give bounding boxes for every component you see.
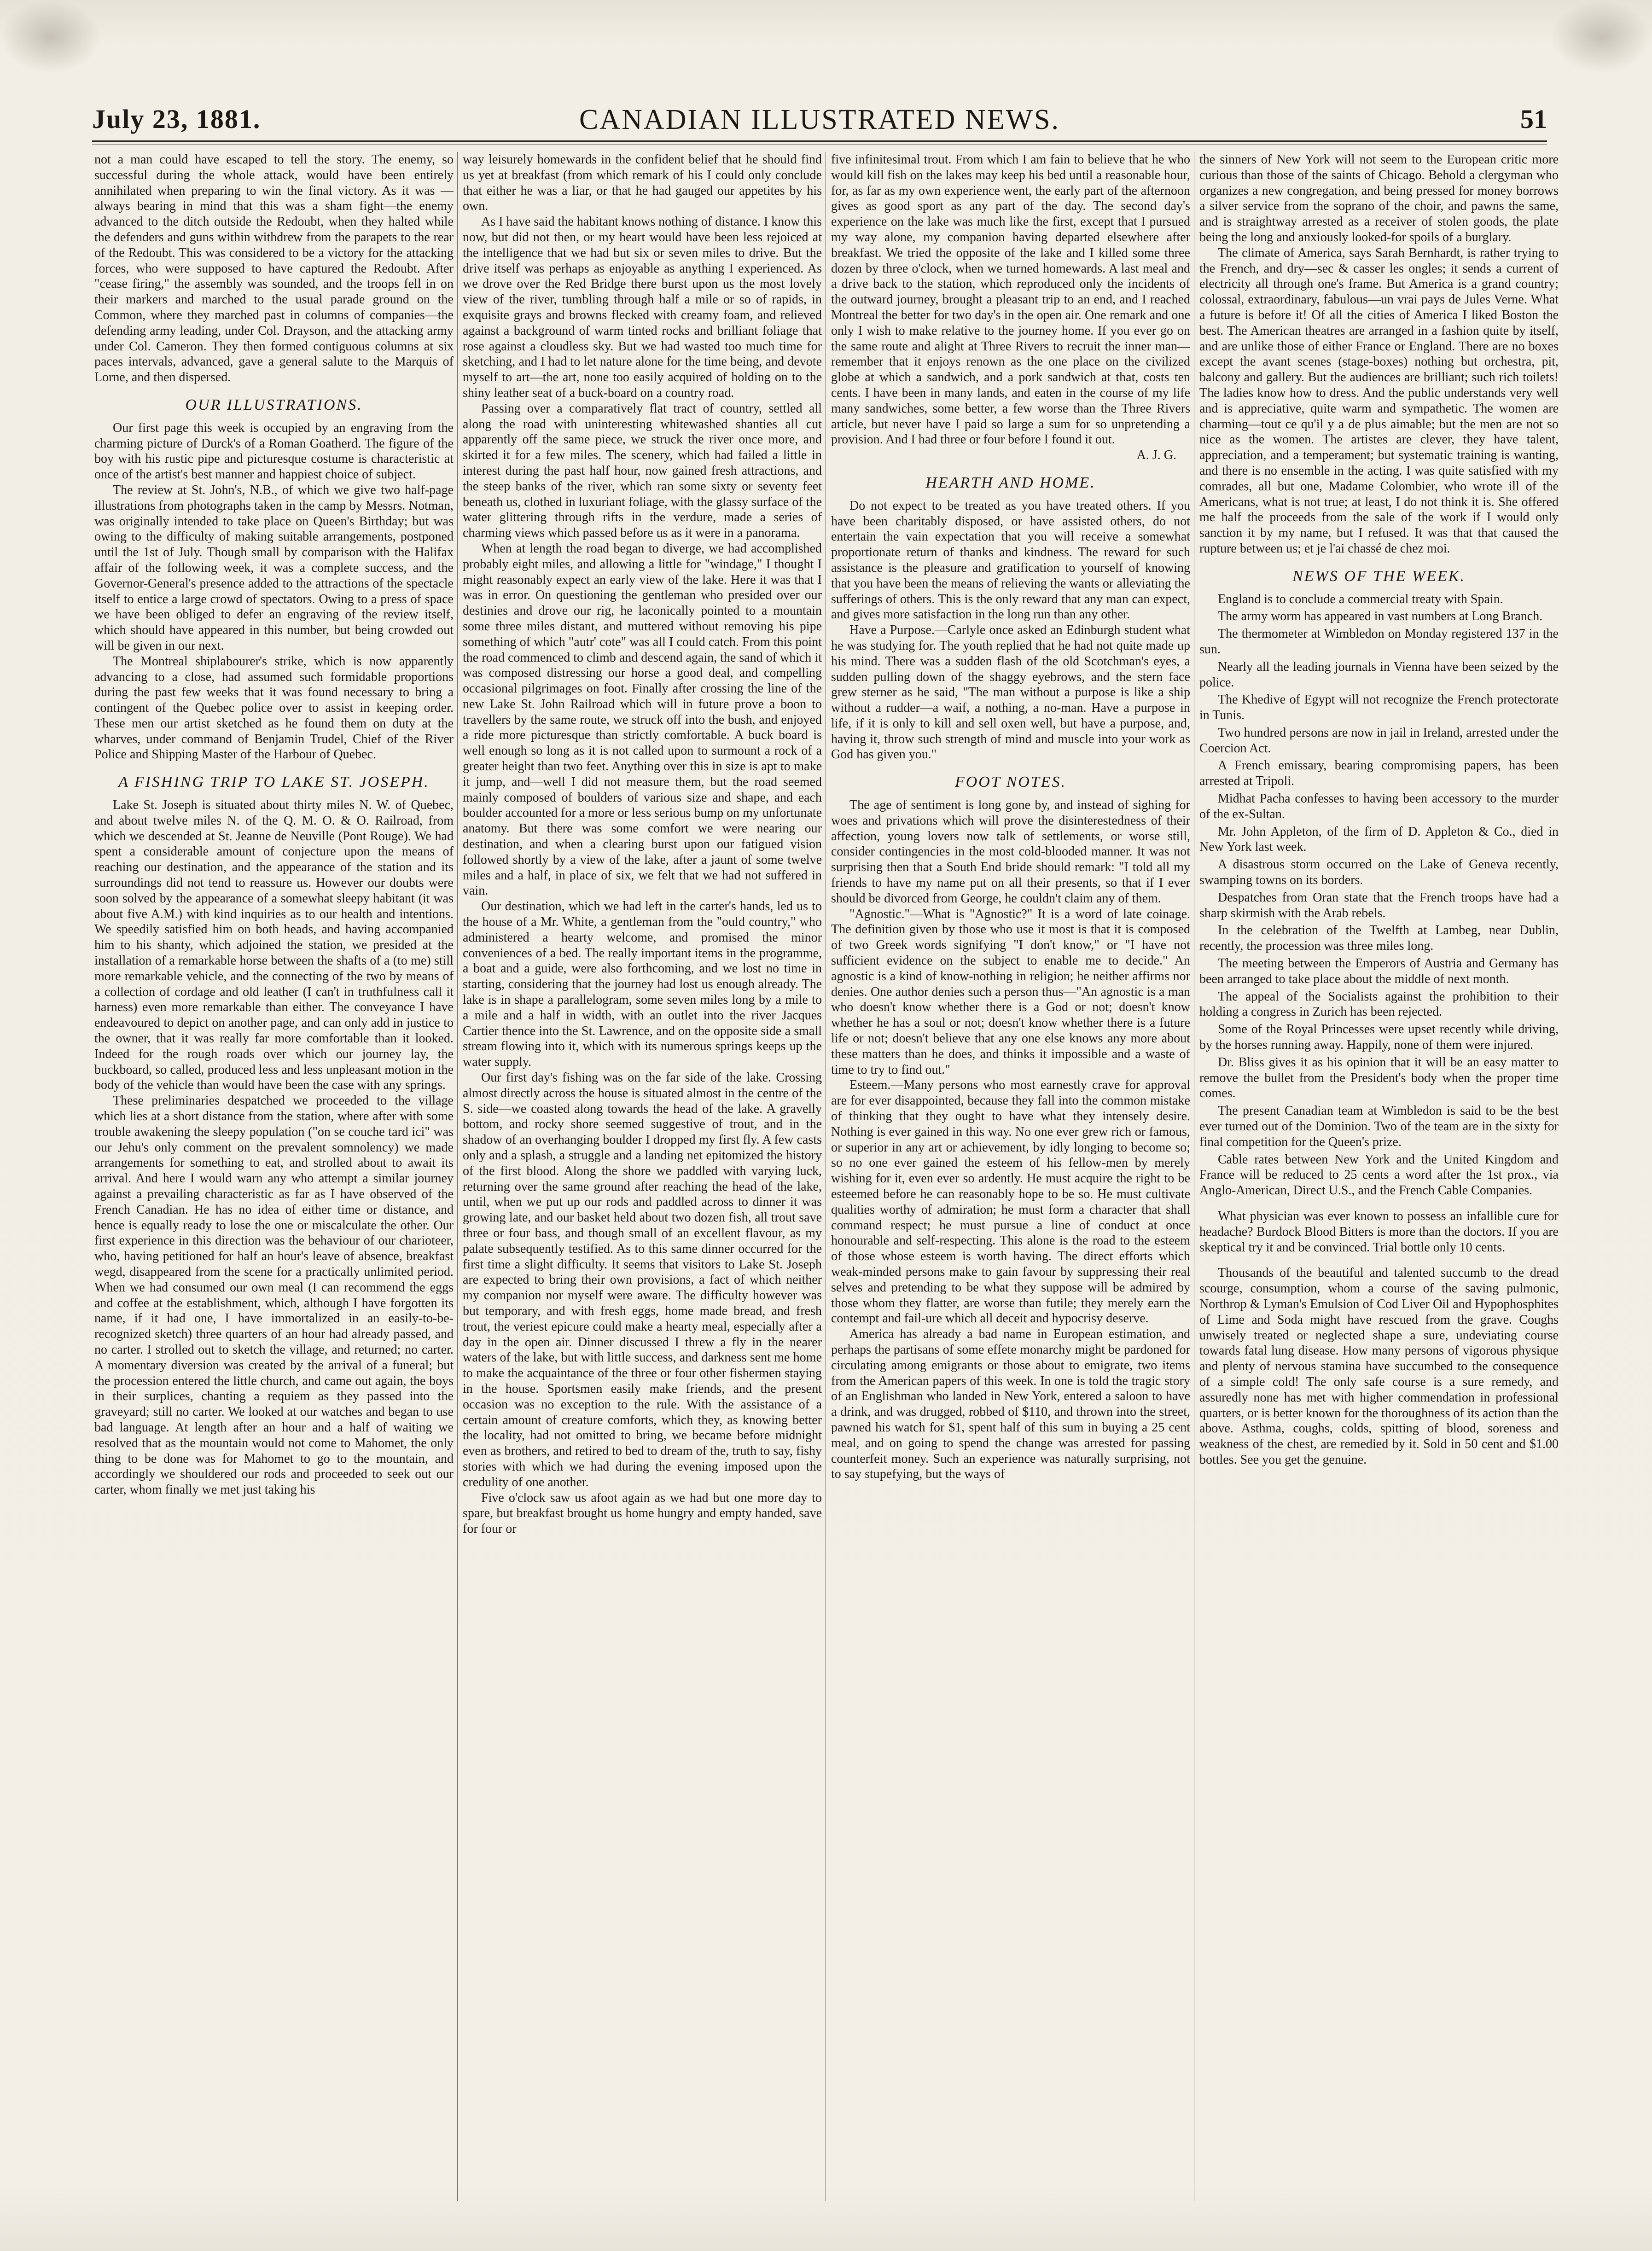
article-paragraph: Five o'clock saw us afoot again as we had but one more day to spare, but breakfast brought us home hungry and empty handed, save for four or xyxy=(463,1490,822,1536)
article-paragraph: As I have said the habitant knows nothing of distance. I know this now, but did not then, or my heart would have been less rejoiced at the intelligence that we had but six or seven miles to drive. But the drive itself was perhaps as enjoyable as anything I experienced. As we drove over the Red Bridge there burst upon us the most lovely view of the river, tumbling through half a mile or so of rapids, in exquisite grays and browns flecked with creamy foam, and relieved against a background of warm tinted rocks and brilliant foliage that rose against a cloudless sky. But we had wasted too much time for sketching, and I had to let nature alone for the time being, and devote myself to art—the art, none too easily acquired of holding on to the shiny leather seat of a buck-board on a country road. xyxy=(463,215,822,400)
article-paragraph: way leisurely homewards in the confident belief that he should find us yet at breakfast (from which remark of his I could only conclude that either he was a liar, or that he had gauged our appetites by his own. xyxy=(463,152,822,214)
article-paragraph: not a man could have escaped to tell the story. The enemy, so successful during the whole attack, would have been entirely annihilated when preparing to win the final victory. As it was —always bearing in mind that this was a sham fight—the enemy advanced to the ditch outside the Redoubt, when they halted while the defenders and guns within withdrew from the parapets to the rear of the Redoubt. This was considered to be a victory for the attacking forces, who were supposed to have captured the Redoubt. After "cease firing," the assembly was sounded, and the troops fell in on their markers and marched to the usual parade ground on the Common, where they marched past in columns of companies—the defending army leading, under Col. Drayson, and the attacking army under Col. Cameron. They then formed contiguous columns at six paces intervals, advanced, gave a general salute to the Marquis of Lorne, and then dispersed. xyxy=(94,152,454,385)
news-item: Some of the Royal Princesses were upset recently while driving, by the horses running away. Happily, none of them were injured. xyxy=(1199,1022,1559,1053)
article-paragraph: five infinitesimal trout. From which I am fain to believe that he who would kill fish on the lakes may keep his bed until a reasonable hour, for, as far as my own experience went, the early part of the afternoon gives as good sport as any part of the day. The second day's experience on the lake was much like the first, except that I pursued my way alone, my companion having departed elsewhere after breakfast. We tried the opposite of the lake and I killed some three dozen by three o'clock, when we turned homewards. A last meal and a drive back to the station, which reproduced only the incidents of the outward journey, brought a pleasant trip to an end, and I reached Montreal the better for two day's in the open air. One remark and one only I wish to make relative to the journey home. If you ever go on the same route and alight at Three Rivers to recruit the inner man—remember that it enjoys renown as the one place on the civilized globe at which a sandwich, and a pork sandwich at that, costs ten cents. I have been in many lands, and eaten in the course of my life many sandwiches, some better, a few worse than the Three Rivers article, but never have I paid so large a sum for so unpretending a provision. And I had three or four before I found it out. xyxy=(831,152,1190,447)
news-item: Despatches from Oran state that the French troops have had a sharp skirmish with the Arab rebels. xyxy=(1199,890,1559,920)
section-heading-fishing-trip: A FISHING TRIP TO LAKE ST. JOSEPH. xyxy=(118,774,430,791)
article-paragraph: the sinners of New York will not seem to the European critic more curious than those of the saints of Chicago. Behold a clergyman who organizes a new congregation, and being pressed for money borrows a silver service from the soprano of the choir, and pawns the same, and is straightway arrested as a receiver of stolen goods, the plate being the long and anxiously looked-for spoils of a burglary. xyxy=(1199,152,1559,244)
author-signature: A. J. G. xyxy=(1136,448,1176,463)
article-paragraph: The Montreal shiplabourer's strike, which is now apparently advancing to a close, had assumed such formidable proportions during the past few weeks that it was found necessary to bring a contingent of the Quebec police over to assist in keeping order. These men our artist sketched as he found them on duty at the wharves, under command of Benjamin Trudel, Chief of the River Police and Shipping Master of the Harbour of Quebec. xyxy=(94,654,454,762)
advertisement-paragraph: Thousands of the beautiful and talented succumb to the dread scourge, consumption, whom a course of the saving pulmonic, Northrop & Lyman's Emulsion of Cod Liver Oil and Hypophosphites of Lime and Soda might have rescued from the grave. Coughs unwisely treated or neglected shape a sure, undeviating course towards fatal lung disease. How many persons of vigorous physique and plenty of nervous stamina have succumbed to the consequence of a simple cold! The only safe course is a sure remedy, and assuredly none has met with higher commendation in professional quarters, or is better known for the thoroughness of its action than the above. Asthma, coughs, colds, spitting of blood, soreness and weakness of the chest, are remedied by it. Sold in 50 cent and $1.00 bottles. See you get the genuine. xyxy=(1199,1266,1559,1467)
news-item: The army worm has appeared in vast numbers at Long Branch. xyxy=(1218,609,1543,624)
page-stain-top-right xyxy=(1551,0,1652,74)
article-paragraph: Our first page this week is occupied by an engraving from the charming picture of Durck's of a Roman Goatherd. The figure of the boy with his rustic pipe and picturesque costume is characteristic at once of the artist's best manner and happiest choice of subject. xyxy=(94,420,454,482)
news-item: Two hundred persons are now in jail in Ireland, arrested under the Coercion Act. xyxy=(1199,725,1559,756)
news-item: The present Canadian team at Wimbledon is said to be the best ever turned out of the Dominion. Two of the team are in the sixty for final competition for the Queen's prize. xyxy=(1199,1104,1559,1149)
article-paragraph: America has already a bad name in European estimation, and perhaps the partisans of some effete monarchy might be pardoned for circulating among emigrants or those about to emigrate, two items from the American papers of this week. In one is told the tragic story of an Englishman who landed in New York, entered a saloon to have a drink, and was drugged, robbed of $110, and thrown into the street, pawned his watch for $1, spent half of this sum in buying a 25 cent meal, and on going to spend the change was arrested for passing counterfeit money. Such an experience was naturally surprising, not to say stupefying, but the ways of xyxy=(831,1327,1190,1482)
column-3 xyxy=(831,152,1190,2201)
article-paragraph: The age of sentiment is long gone by, and instead of sighing for woes and privations which will prove the disinterestedness of their affection, young lovers now talk of settlements, or worse still, consider contingencies in the most cold-blooded manner. It was not surprising then that a South End bride should remark: "I told all my friends to have my name put on all their presents, so that if I ever should be divorced from George, he couldn't claim any of them. xyxy=(831,798,1190,906)
article-paragraph: Do not expect to be treated as you have treated others. If you have been charitably disposed, or have assisted others, do not entertain the vain expectation that you will receive a somewhat proportionate return of thanks and kindness. The reward for such assistance is the pleasure and gratification to yourself of knowing that you have been the means of relieving the wants or alleviating the sufferings of others. This is the only reward that any man can expect, and gives more satisfaction in the long run than any other. xyxy=(831,498,1190,622)
news-item: Mr. John Appleton, of the firm of D. Appleton & Co., died in New York last week. xyxy=(1199,824,1559,855)
section-heading-our-illustrations: OUR ILLUSTRATIONS. xyxy=(185,396,363,413)
article-paragraph: Our first day's fishing was on the far side of the lake. Crossing almost directly across the house is situated almost in the centre of the S. side—we coasted along towards the head of the lake. A gravelly bottom, and rocky shore seemed suggestive of trout, and in the shadow of an overhanging boulder I dropped my first fly. A few casts only and a splash, a struggle and a landing net epitomized the history of the first blood. Along the shore we paddled with varying luck, returning over the same ground after reaching the head of the lake, until, when we put up our rods and paddled across to dinner it was growing late, and our basket held about two dozen fish, all trout save three or four bass, and though small of an excellent flavour, as my palate subsequently testified. As to this same dinner occurred for the first time a slight difficulty. It seems that visitors to Lake St. Joseph are expected to bring their own provisions, a fact of which neither my companion nor myself were aware. The difficulty however was but temporary, and with fresh eggs, home made bread, and fresh trout, the veriest epicure could make a hearty meal, especially after a day in the open air. Dinner discussed I threw a fly in the nearer waters of the lake, but with little success, and darkness sent me home to make the acquaintance of the three or four other fishermen staying in the house. Sportsmen easily make friends, and the present occasion was no exception to the rule. With the assistance of a certain amount of creature comforts, which they, as knowing better the locality, had not omitted to bring, we became before midnight even as brothers, and retired to bed to dream of the, truth to say, fishy stories with which we had during the evening imposed upon the credulity of one another. xyxy=(463,1070,822,1489)
column-4 xyxy=(1199,152,1559,2201)
masthead xyxy=(92,99,1547,136)
section-heading-hearth-and-home: HEARTH AND HOME. xyxy=(925,474,1096,491)
article-paragraph: The review at St. John's, N.B., of which we give two half-page illustrations from photographs taken in the camp by Messrs. Notman, was originally intended to take place on Queen's Birthday; but was owing to the difficulty of making suitable arrangements, postponed until the 1st of July. Though small by comparison with the Halifax affair of the following week, it was a complete success, and the Governor-General's presence added to the attractions of the spectacle itself to entice a large crowd of spectators. Owing to a press of space we have been obliged to defer an engraving of the review itself, which should have appeared in this number, but being crowded out will be given in our next. xyxy=(94,483,454,653)
page-number: 51 xyxy=(1520,104,1547,134)
advertisement-paragraph: What physician was ever known to possess an infallible cure for headache? Burdock Blood Bitters is more than the doctors. If you are skeptical try it and be convinced. Trial bottle only 10 cents. xyxy=(1199,1209,1559,1255)
page-stain-top-left xyxy=(0,0,101,74)
column-divider xyxy=(457,152,458,2201)
article-paragraph: When at length the road began to diverge, we had accomplished probably eight miles, and allowing a little for "windage," I thought I might reasonably expect an early view of the lake. Here it was that I was in error. On questioning the gentleman who presided over our destinies and drove our rig, he laconically pointed to a mountain some three miles distant, and muttered without removing his pipe something of which "autr' cote" was all I could catch. From this point the road commenced to climb and descend again, the sand of which it was composed distressing our horse a good deal, and compelling occasional pilgrimages on foot. Finally after crossing the line of the new Lake St. John Railroad which will in future prove a boon to travellers by the same route, we struck off into the bush, and enjoyed a ride more picturesque than strictly comfortable. A buck board is well enough so long as it is not called upon to surmount a rock of a greater height than two feet. Anything over this in size is apt to make it jump, and—well I did not measure them, but the road seemed mainly composed of boulders of various size and shape, and each boulder accounted for a more or less serious bump on my unfortunate anatomy. But there was some comfort we were nearing our destination, and when a clearing burst upon our fatigued vision followed shortly by a view of the lake, after a jaunt of some twelve miles and a half, in place of six, we felt that we had not suffered in vain. xyxy=(463,541,822,898)
news-item: The Khedive of Egypt will not recognize the French protectorate in Tunis. xyxy=(1199,692,1559,723)
section-heading-foot-notes: FOOT NOTES. xyxy=(954,774,1067,791)
news-item: Nearly all the leading journals in Vienna have been seized by the police. xyxy=(1199,659,1559,690)
news-item: The appeal of the Socialists against the prohibition to their holding a congress in Zurich has been rejected. xyxy=(1199,989,1559,1019)
news-item: Midhat Pacha confesses to having been accessory to the murder of the ex-Sultan. xyxy=(1199,791,1559,821)
article-paragraph: The climate of America, says Sarah Bernhardt, is rather trying to the French, and dry—sec & casser les ongles; it sends a current of electricity all through one's frame. But America is a grand country; colossal, extraordinary, fabulous—un vrai pays de Jules Verne. What a future is before it! Of all the cities of America I liked Boston the best. The American theatres are arranged in a fashion quite by itself, and are unlike those of either France or England. There are no boxes except the avant scenes (stage-boxes) nothing but orchestra, pit, balcony and gallery. But the audiences are brilliant; such rich toilets! The ladies know how to dress. And the public understands very well and is appreciative, quite warm and sympathetic. The women are charming—tout ce qu'il y a de plus aimable; but the men are not so nice as the women. The artistes are clever, they have talent, appreciation, and a temperament; but systematic training is wanting, and there is no ensemble in the acting. I was quite satisfied with my comrades, all but one, Madame Colombier, who wrote ill of the Americans, what is not true; at least, I do not think it is. She offered me half the proceeds from the sale of the work if I would only sanction it by my name, but I refused. It was that that caused the rupture between us; et je l'ai chassé de chez moi. xyxy=(1199,245,1559,556)
news-item: In the celebration of the Twelfth at Lambeg, near Dublin, recently, the procession was three miles long. xyxy=(1199,923,1559,954)
news-item: England is to conclude a commercial treaty with Spain. xyxy=(1218,592,1503,606)
section-heading-news-of-the-week: NEWS OF THE WEEK. xyxy=(1292,567,1466,585)
news-item: Cable rates between New York and the United Kingdom and France will be reduced to 25 cents a word after the 1st prox., via Anglo-American, Direct U.S., and the French Cable Companies. xyxy=(1199,1152,1559,1198)
column-2 xyxy=(463,152,822,2201)
publication-title: CANADIAN ILLUSTRATED NEWS. xyxy=(579,104,1060,135)
news-item: The meeting between the Emperors of Austria and Germany has been arranged to take place about the middle of next month. xyxy=(1199,956,1559,986)
column-1 xyxy=(94,152,454,2201)
article-paragraph: Passing over a comparatively flat tract of country, settled all along the road with uninteresting whitewashed shanties all cut apparently off the same piece, we struck the river once more, and skirted it for a few miles. The scenery, which had failed a little in interest during the past half hour, now gained fresh attractions, and the steep banks of the river, which ran some sixty or seventy feet beneath us, clothed in luxuriant foliage, with the glassy surface of the water glittering through rifts in the verdure, made a series of charming views which passed before us as it were in a panorama. xyxy=(463,401,822,541)
article-paragraph: Esteem.—Many persons who most earnestly crave for approval are for ever disappointed, because they fall into the common mistake of thinking that they ought to have what they intensely desire. Nothing is ever gained in this way. No one ever grew rich or famous, or superior in any art or achievement, by idly longing to become so; so no one ever gained the esteem of his fellow-men by merely wishing for it, even ever so ardently. He must acquire the right to be esteemed before he can reasonably hope to be so. He must cultivate qualities worthy of admiration; he must form a character that shall command respect; he must pursue a line of conduct at once honourable and self-respecting. This alone is the road to the esteem of those whose esteem is worth having. The direct efforts which weak-minded persons make to gain favour by suppressing their real selves and pretending to be what they suppose will be admired by those whom they flatter, are worse than futile; they merely earn the contempt and fail-ure which all deceit and hypocrisy deserve. xyxy=(831,1078,1190,1326)
article-paragraph: Lake St. Joseph is situated about thirty miles N. W. of Quebec, and about twelve miles N. of the Q. M. O. & O. Railroad, from which we descended at St. Jeanne de Neuville (Pont Rouge). We had spent a considerable amount of conjecture upon the means of reaching our destination, and the appearance of the station and its surroundings did not tend to reassure us. However our doubts were soon solved by the appearance of a somewhat sleepy habitant (it was about five A.M.) with kind inquiries as to our health and intentions. We speedily satisfied him on both heads, and having accompanied him to his shanty, which adjoined the station, we presided at the installation of a remarkable horse between the shafts of a (to me) still more remarkable vehicle, and the connecting of the two by means of a collection of cordage and old leather (I can't in truthfulness call it harness) even more remarkable than either. The conveyance I have endeavoured to depict on another page, and can only add in justice to the owner, that it was really far more comfortable than it looked. Indeed for the rough roads over which our journey lay, the buckboard, so called, produced less and less unpleasant motion in the body of the vehicle than would have been the case with any springs. xyxy=(94,798,454,1093)
news-item: A French emissary, bearing compromising papers, has been arrested at Tripoli. xyxy=(1199,758,1559,789)
article-paragraph: "Agnostic."—What is "Agnostic?" It is a word of late coinage. The definition given by those who use it most is that it is composed of two Greek words signifying "I don't know," or "I have not sufficient evidence on the subject to enable me to decide." An agnostic is a kind of know-nothing in religion; he neither affirms nor denies. One author denies such a person thus—"An agnostic is a man who doesn't know whether there is a God or not; doesn't know whether he has a soul or not; doesn't know whether there is a future life or not; doesn't believe that any one else knows any more about these matters than he does, and thinks it impossible and a waste of time to try to find out." xyxy=(831,907,1190,1077)
article-paragraph: These preliminaries despatched we proceeded to the village which lies at a short distance from the station, where after with some trouble awakening the sleepy population ("on se couche tard ici" was our Jehu's only comment on the prevalent somnolency) we made arrangements for something to eat, and strolled about to await its arrival. And here I would warn any who attempt a similar journey against a prevailing characteristic as far as I have observed of the French Canadian. He has no idea of either time or distance, and hence is equally ready to lose the one or miscalculate the other. Our first experience in this direction was the behaviour of our charioteer, who, having petitioned for half an hour's leave of absence, breakfast wegd, disappeared from the scene for a practically unlimited period. When we had consumed our own meal (I can recommend the eggs and coffee at the establishment, which, although I have forgotten its name, if it had one, I have immortalized in an easily-to-be-recognized sketch) three quarters of an hour had already passed, and no carter. I strolled out to sketch the village, and returned; no carter. A momentary diversion was created by the arrival of a funeral; but the procession entered the little church, and came out again, the boys in their surplices, chanting a requiem as they passed into the graveyard; still no carter. We looked at our watches and began to use bad language. At length after an hour and a half of waiting we resolved that as the mountain would not come to Mahomet, the only thing to be done was for Mahomet to go to the mountain, and accordingly we shouldered our rods and proceeded to seek out our carter, whom finally we met just taking his xyxy=(94,1094,454,1497)
article-paragraph: Have a Purpose.—Carlyle once asked an Edinburgh student what he was studying for. The youth replied that he had not quite made up his mind. There was a sudden flash of the old Scotchman's eyes, a sudden pulling down of the shaggy eyebrows, and the stern face grew sterner as he said, "The man without a purpose is like a ship without a rudder—a waif, a nothing, a no-man. Have a purpose in life, if it is only to kill and sell oxen well, but have a purpose, and, having it, throw such strength of mind and muscle into your work as God has given you." xyxy=(831,623,1190,762)
news-item: A disastrous storm occurred on the Lake of Geneva recently, swamping towns on its borders. xyxy=(1199,857,1559,888)
news-item: Dr. Bliss gives it as his opinion that it will be an easy matter to remove the bullet from the President's body when the proper time comes. xyxy=(1199,1055,1559,1101)
article-paragraph: Our destination, which we had left in the carter's hands, led us to the house of a Mr. White, a gentleman from the "ould country," who administered a hearty welcome, and promised the minor conveniences of a bed. The really important items in the programme, a boat and a guide, were also forthcoming, and we lost no time in starting, considering that the journey had lost us enough already. The lake is in shape a parallelogram, some seven miles long by a mile to a mile and a half in width, with an outlet into the river Jacques Cartier thence into the St. Lawrence, and on the opposite side a small stream flowing into it, which with its numerous springs keeps up the water supply. xyxy=(463,899,822,1070)
news-item: The thermometer at Wimbledon on Monday registered 137 in the sun. xyxy=(1199,627,1559,657)
masthead-rule xyxy=(92,140,1547,145)
issue-date: July 23, 1881. xyxy=(92,104,261,134)
